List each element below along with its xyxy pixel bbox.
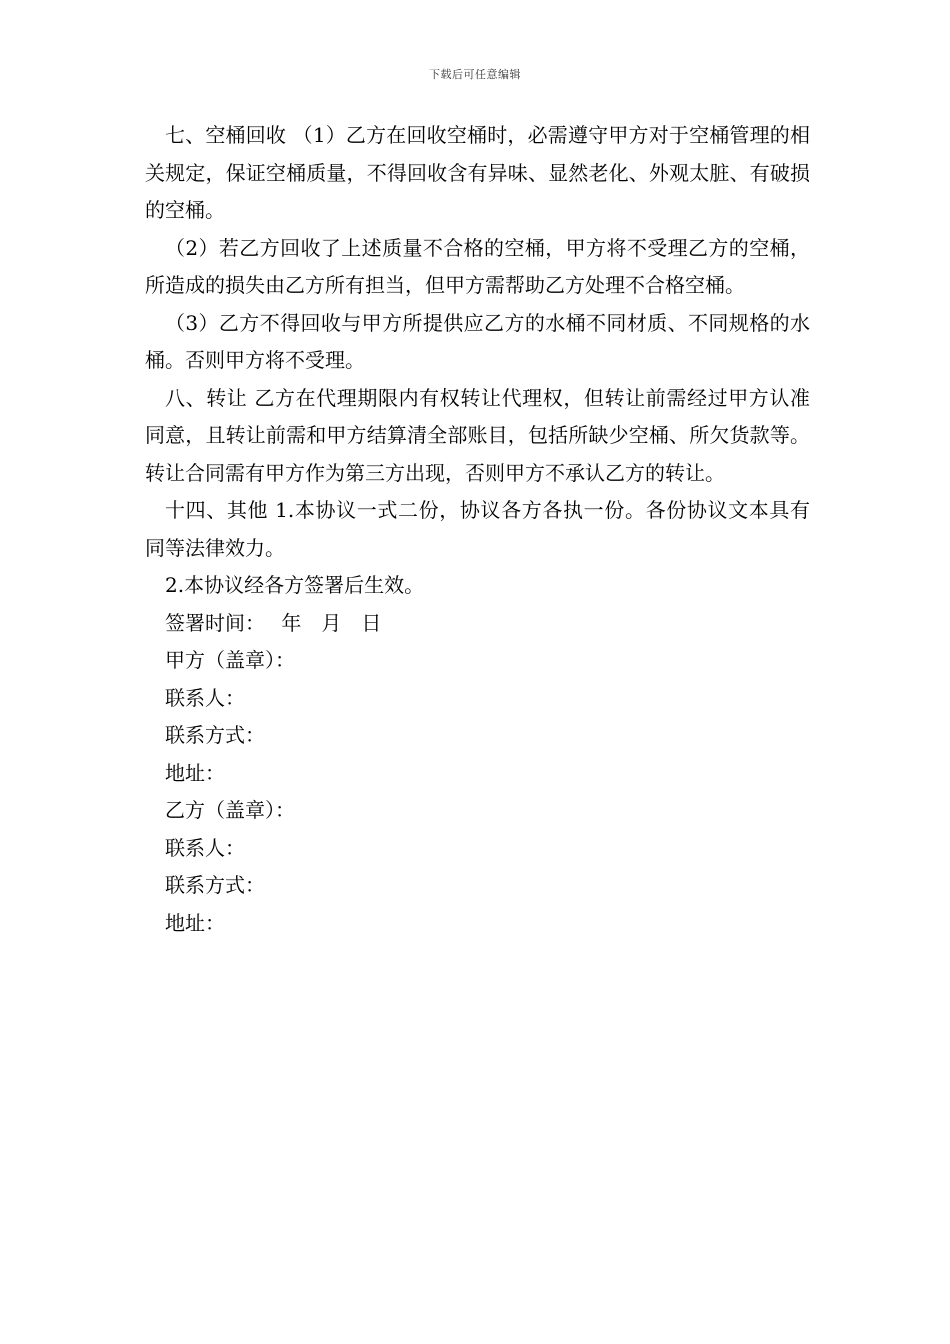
party-a-contact-method-line: 联系方式： — [165, 723, 265, 747]
paragraph-empty-bucket-recycling: 七、空桶回收 （1）乙方在回收空桶时，必需遵守甲方对于空桶管理的相关规定，保证空桶质量，不得回收含有异味、显然老化、外观太脏、有破损的空桶。 — [145, 123, 810, 222]
paragraph-other: 十四、其他 1.本协议一式二份，协议各方各执一份。各份协议文本具有同等法律效力。 — [145, 498, 810, 560]
paragraph-transfer: 八、转让 乙方在代理期限内有权转让代理权，但转让前需经过甲方认准同意，且转让前需和甲方结算清全部账目，包括所缺少空桶、所欠货款等。转让合同需有甲方作为第三方出现，否则甲方不承认乙方的转让。 — [145, 385, 810, 485]
party-a-contact-person-line: 联系人： — [165, 685, 245, 710]
party-a-address-line: 地址： — [165, 760, 225, 785]
party-b-address-line: 地址： — [165, 910, 225, 935]
document-body — [145, 117, 810, 942]
paragraph-different-material: （3）乙方不得回收与甲方所提供应乙方的水桶不同材质、不同规格的水桶。否则甲方将不受理。 — [145, 310, 810, 372]
party-b-contact-method-line: 联系方式： — [165, 873, 265, 897]
paragraph-unqualified-buckets: （2）若乙方回收了上述质量不合格的空桶，甲方将不受理乙方的空桶，所造成的损失由乙方所有担当，但甲方需帮助乙方处理不合格空桶。 — [145, 235, 810, 297]
party-b-contact-person-line: 联系人： — [165, 835, 245, 860]
page-header-note: 下载后可任意编辑 — [429, 68, 521, 81]
effective-clause: 2.本协议经各方签署后生效。 — [165, 573, 425, 597]
party-b-seal-line: 乙方（盖章）： — [165, 798, 295, 822]
party-a-seal-line: 甲方（盖章）： — [165, 648, 295, 672]
signing-date-line: 签署时间： 年 月 日 — [165, 610, 382, 635]
